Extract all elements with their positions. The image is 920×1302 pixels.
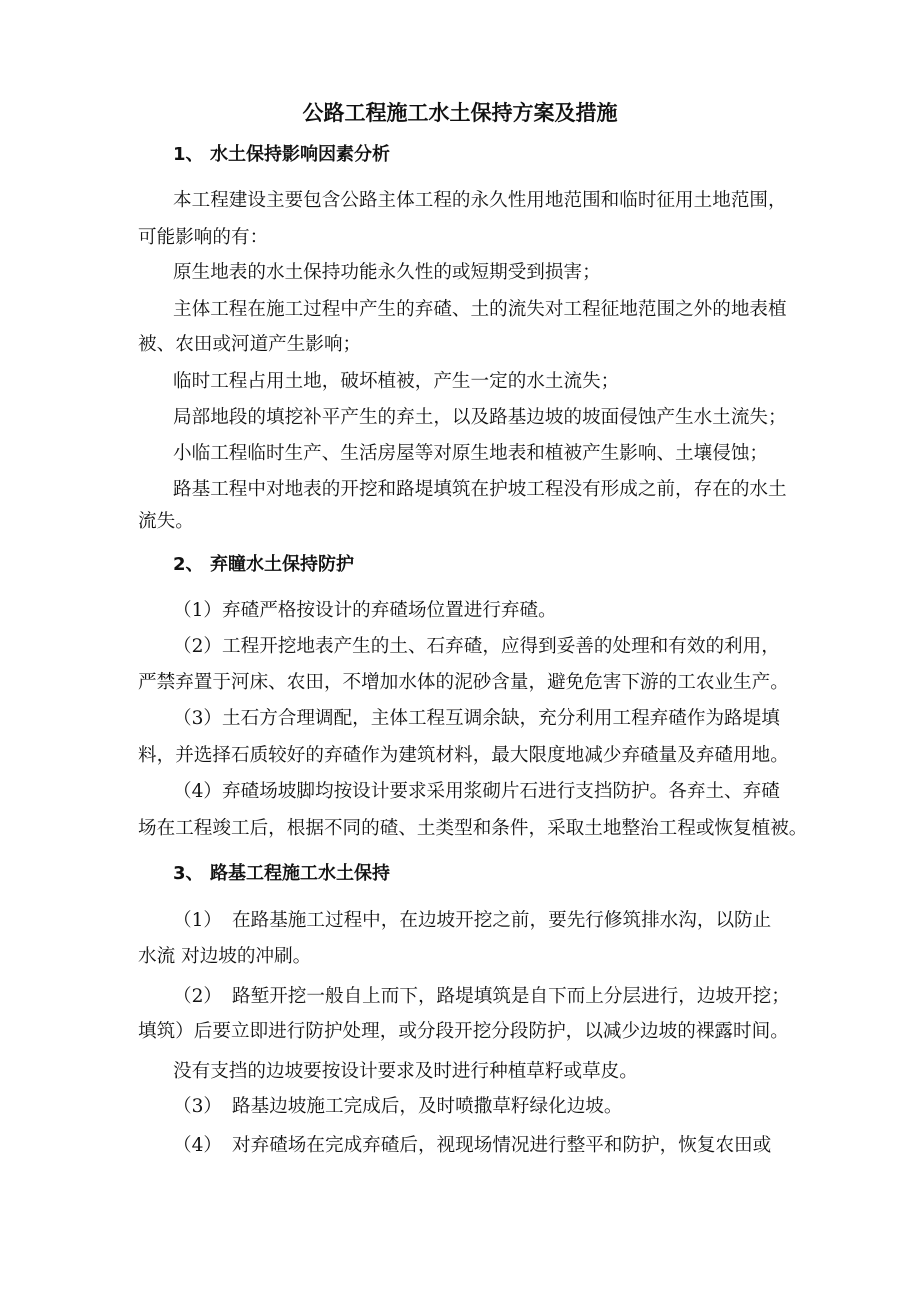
item-text: 路堑开挖一般自上而下，路堤填筑是自下而上分层进行，边坡开挖；	[232, 986, 790, 1007]
paragraph-line: 严禁弃置于河床、农田，不增加水体的泥砂含量，避免危害下游的工农业生产。	[138, 672, 789, 693]
section-title: 弃瞳水土保持防护	[210, 554, 354, 575]
paragraph-line: （1）弃碴严格按设计的弃碴场位置进行弃碴。	[173, 600, 557, 621]
paragraph-line: （2）工程开挖地表产生的土、石弃碴，应得到妥善的处理和有效的利用，	[173, 636, 780, 657]
section-number: 3、	[173, 863, 204, 884]
paragraph-line: 可能影响的有：	[138, 227, 269, 248]
paragraph-line: 主体工程在施工过程中产生的弃碴、土的流失对工程征地范围之外的地表植	[173, 299, 787, 320]
section-title: 路基工程施工水土保持	[210, 863, 390, 884]
list-item	[173, 909, 771, 933]
section-number: 2、	[173, 554, 204, 575]
item-label: （4）	[173, 1135, 223, 1156]
paragraph-line: 本工程建设主要包含公路主体工程的永久性用地范围和临时征用土地范围，	[173, 190, 787, 211]
list-item	[173, 1095, 622, 1119]
paragraph-line: 没有支挡的边坡要按设计要求及时进行种植草籽或草皮。	[173, 1061, 638, 1082]
list-item	[173, 985, 790, 1009]
section-title: 水土保持影响因素分析	[210, 144, 390, 165]
paragraph-line: 小临工程临时生产、生活房屋等对原生地表和植被产生影响、土壤侵蚀；	[173, 443, 769, 464]
paragraph-line: 原生地表的水土保持功能永久性的或短期受到损害；	[173, 262, 601, 283]
item-text: 在路基施工过程中，在边坡开挖之前，要先行修筑排水沟，以防止	[232, 910, 772, 931]
paragraph-line: 流失。	[138, 511, 194, 532]
paragraph-line: 场在工程竣工后，根据不同的碴、土类型和条件，采取土地整治工程或恢复植被。	[138, 818, 808, 839]
paragraph-line: 填筑）后要立即进行防护处理，或分段开挖分段防护，以减少边坡的裸露时间。	[138, 1021, 789, 1042]
document-title: 公路工程施工水土保持方案及措施	[302, 101, 618, 125]
paragraph-line: 水流 对边坡的冲刷。	[138, 946, 312, 967]
paragraph-line: 料，并选择石质较好的弃碴作为建筑材料，最大限度地减少弃碴量及弃碴用地。	[138, 745, 789, 766]
paragraph-line: 局部地段的填挖补平产生的弃土，以及路基边坡的坡面侵蚀产生水土流失；	[173, 407, 787, 428]
list-item	[173, 1134, 771, 1158]
paragraph-line: （4）弃碴场坡脚均按设计要求采用浆砌片石进行支挡防护。各弃土、弃碴	[173, 781, 780, 802]
paragraph-line: （3）土石方合理调配，主体工程互调余缺，充分利用工程弃碴作为路堤填	[173, 708, 780, 729]
item-label: （3）	[173, 1096, 223, 1117]
item-label: （1）	[173, 910, 223, 931]
paragraph-line: 路基工程中对地表的开挖和路堤填筑在护坡工程没有形成之前，存在的水土	[173, 479, 787, 500]
section-heading	[173, 553, 354, 577]
section-heading	[173, 143, 390, 167]
item-label: （2）	[173, 986, 223, 1007]
section-number: 1、	[173, 144, 204, 165]
item-text: 路基边坡施工完成后，及时喷撒草籽绿化边坡。	[232, 1096, 623, 1117]
item-text: 对弃碴场在完成弃碴后，视现场情况进行整平和防护，恢复农田或	[232, 1135, 772, 1156]
paragraph-line: 临时工程占用土地，破坏植被，产生一定的水土流失；	[173, 371, 620, 392]
section-heading	[173, 862, 390, 886]
paragraph-line: 被、农田或河道产生影响；	[138, 334, 362, 355]
